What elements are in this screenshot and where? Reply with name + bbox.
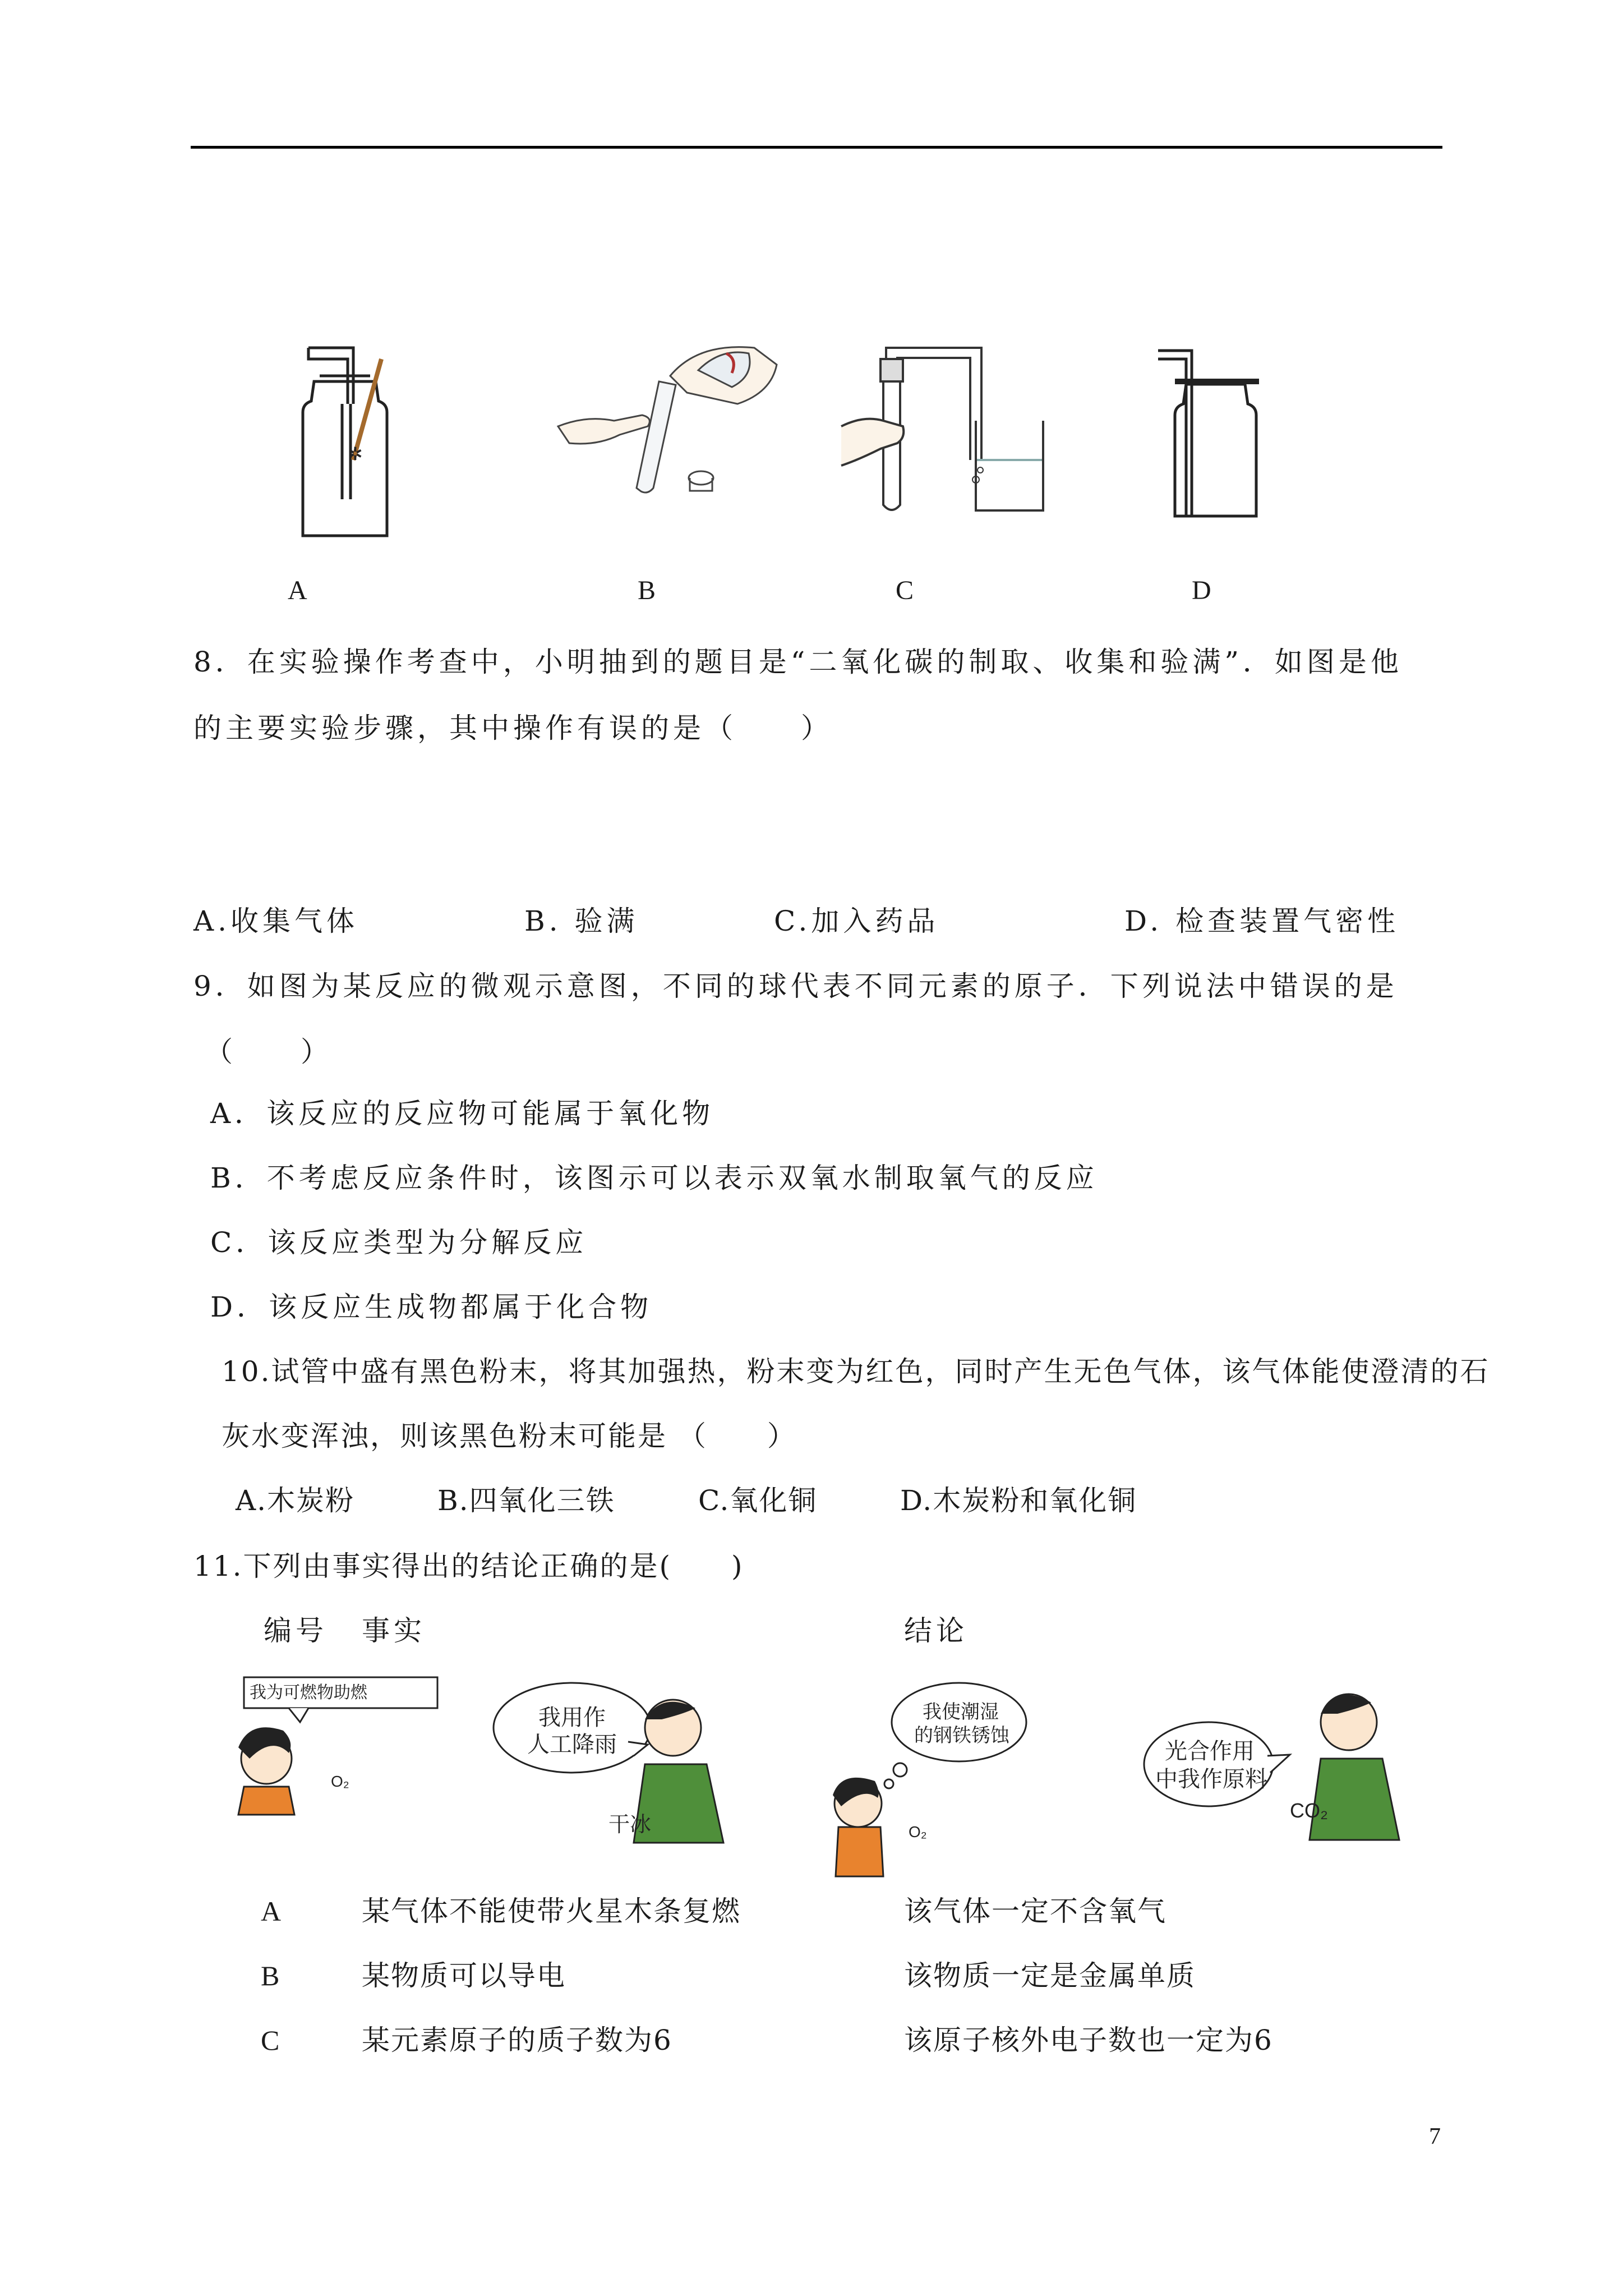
apparatus-label-b: B [638, 576, 656, 605]
svg-text:✲: ✲ [348, 443, 363, 464]
q10-option-a: A.木炭粉 [236, 1484, 355, 1517]
cartoon-boy-dry-ice [494, 1680, 729, 1843]
q11-header-conclusion: 结论 [904, 1614, 968, 1647]
apparatus-d-gas-bottle-figure [1152, 337, 1298, 533]
q8-option-b: B. 验满 [524, 905, 639, 937]
q9-option-a: A．该反应的反应物可能属于氧化物 [210, 1097, 714, 1130]
apparatus-c-airtightness-figure [836, 337, 1049, 522]
apparatus-a-gas-bottle-figure [269, 337, 415, 550]
q11-row-a-fact: 某气体不能使带火星木条复燃 [362, 1895, 741, 1927]
q8-option-d: D. 检查装置气密性 [1124, 905, 1400, 937]
q8-option-a: A.收集气体 [193, 905, 359, 937]
q11-row-c-fact: 某元素原子的质子数为6 [362, 2024, 672, 2056]
cartoon4-speech-line1: 光合作用 [1165, 1738, 1255, 1764]
q10-option-d: D.木炭粉和氧化铜 [900, 1484, 1137, 1517]
cartoon3-gas-label: O₂ [909, 1823, 927, 1841]
q11-row-c-id: C [261, 2024, 284, 2056]
q9-option-c: C．该反应类型为分解反应 [210, 1226, 588, 1259]
q11-header-number: 编号 [264, 1614, 328, 1647]
q10-option-b: B.四氧化三铁 [437, 1484, 615, 1517]
apparatus-label-d: D [1192, 576, 1211, 605]
q9-option-b: B．不考虑反应条件时，该图示可以表示双氧水制取氧气的反应 [210, 1162, 1098, 1194]
q11-header-fact: 事实 [362, 1614, 426, 1647]
apparatus-label-a: A [288, 576, 307, 605]
cartoon1-gas-label: O₂ [331, 1773, 349, 1790]
cartoon2-speech-line2: 人工降雨 [527, 1732, 617, 1757]
cartoon3-speech-line1: 我使潮湿 [923, 1701, 999, 1723]
q9-stem-line2: （ ） [205, 1036, 333, 1068]
cartoon1-speech: 我为可燃物助燃 [250, 1683, 367, 1703]
apparatus-label-c: C [896, 576, 914, 605]
q11-row-b-fact: 某物质可以导电 [362, 1959, 566, 1992]
cartoon2-label: 干冰 [608, 1812, 652, 1837]
cartoon-girl-o2-rust [824, 1680, 1032, 1876]
q10-stem-line1: 10.试管中盛有黑色粉末，将其加强热，粉末变为红色，同时产生无色气体，该气体能使澄清的石 [222, 1355, 1490, 1388]
q11-row-b-conclusion: 该物质一定是金属单质 [904, 1959, 1196, 1992]
q11-row-b-id: B [261, 1960, 284, 1991]
cartoon2-speech-line1: 我用作 [538, 1705, 606, 1731]
q11-row-a-id: A [261, 1895, 285, 1927]
q9-stem-line1: 9．如图为某反应的微观示意图，不同的球代表不同元素的原子．下列说法中错误的是 [193, 970, 1398, 1002]
cartoon-girl-o2-combustion [205, 1674, 440, 1815]
cartoon4-label: CO₂ [1290, 1799, 1328, 1822]
cartoon4-speech-line2: 中我作原料 [1155, 1766, 1267, 1792]
cartoon3-speech-line2: 的钢铁锈蚀 [914, 1724, 1009, 1747]
cartoon-boy-co2 [1141, 1683, 1399, 1840]
q11-stem: 11.下列由事实得出的结论正确的是( ) [193, 1550, 744, 1582]
q8-stem-line1: 8．在实验操作考查中，小明抽到的题目是“二氧化碳的制取、收集和验满”．如图是他 [193, 646, 1403, 678]
q8-stem-line2: 的主要实验步骤，其中操作有误的是（ ） [193, 712, 833, 744]
header-rule [191, 146, 1442, 149]
page-number: 7 [1429, 2124, 1441, 2150]
q11-row-c-conclusion: 该原子核外电子数也一定为6 [904, 2024, 1273, 2056]
q10-option-c: C.氧化铜 [698, 1484, 818, 1517]
apparatus-b-pouring-figure [552, 331, 799, 499]
q9-option-d: D．该反应生成物都属于化合物 [210, 1291, 653, 1323]
q8-option-c: C.加入药品 [774, 905, 939, 937]
q10-stem-line2: 灰水变浑浊，则该黑色粉末可能是 （ ） [222, 1420, 797, 1452]
q11-row-a-conclusion: 该气体一定不含氧气 [904, 1895, 1166, 1927]
